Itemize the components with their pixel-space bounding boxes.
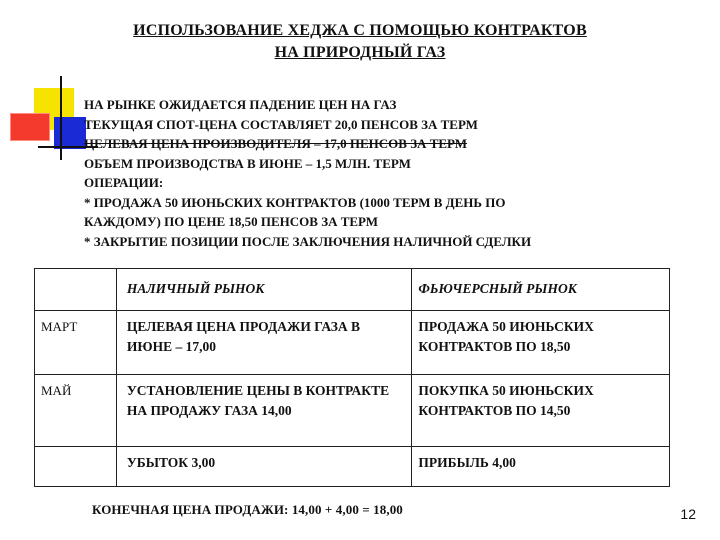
- table-row: [35, 447, 670, 487]
- hedge-table: [34, 268, 670, 487]
- body-line: НА РЫНКЕ ОЖИДАЕТСЯ ПАДЕНИЕ ЦЕН НА ГАЗ: [84, 97, 397, 112]
- cash-cell: УСТАНОВЛЕНИЕ ЦЕНЫ В КОНТРАКТЕ НА ПРОДАЖУ ГАЗА 14,00: [116, 375, 412, 447]
- table-row: [35, 375, 670, 447]
- body-line: ТЕКУЩАЯ СПОТ-ЦЕНА СОСТАВЛЯЕТ 20,0 ПЕНСОВ ЗА ТЕРМ: [84, 116, 478, 132]
- futures-cell: ПОКУПКА 50 ИЮНЬСКИХ КОНТРАКТОВ ПО 14,50: [412, 375, 670, 447]
- cash-cell: УБЫТОК 3,00: [116, 447, 412, 487]
- table-row: [35, 311, 670, 375]
- cash-cell: ЦЕЛЕВАЯ ЦЕНА ПРОДАЖИ ГАЗА В ИЮНЕ – 17,00: [116, 311, 412, 375]
- futures-cell: ПРИБЫЛЬ 4,00: [412, 447, 670, 487]
- table-header-row: [35, 269, 670, 311]
- row-label: МАРТ: [35, 311, 117, 375]
- body-line: * ПРОДАЖА 50 ИЮНЬСКИХ КОНТРАКТОВ (1000 ТЕРМ В ДЕНЬ ПО: [84, 194, 506, 210]
- header-cell-futures-market: ФЬЮЧЕРСНЫЙ РЫНОК: [412, 269, 670, 311]
- header-cell-cash-market: НАЛИЧНЫЙ РЫНОК: [116, 269, 412, 311]
- decorative-red-square: [10, 113, 50, 141]
- body-line: ОБЪЕМ ПРОИЗВОДСТВА В ИЮНЕ – 1,5 МЛН. ТЕРМ: [84, 155, 411, 171]
- slide-title-line-2: НА ПРИРОДНЫЙ ГАЗ: [274, 44, 446, 61]
- header-cell-empty: [35, 269, 117, 311]
- page-number: 12: [680, 506, 696, 522]
- futures-cell: ПРОДАЖА 50 ИЮНЬСКИХ КОНТРАКТОВ ПО 18,50: [412, 311, 670, 375]
- row-label: МАЙ: [35, 375, 117, 447]
- body-line: КАЖДОМУ) ПО ЦЕНЕ 18,50 ПЕНСОВ ЗА ТЕРМ: [84, 214, 379, 229]
- slide-title-line-1: ИСПОЛЬЗОВАНИЕ ХЕДЖА С ПОМОЩЬЮ КОНТРАКТОВ: [133, 22, 587, 39]
- final-sale-price: КОНЕЧНАЯ ЦЕНА ПРОДАЖИ: 14,00 + 4,00 = 18,00: [92, 502, 403, 517]
- conditions-text: [84, 95, 684, 251]
- body-line: * ЗАКРЫТИЕ ПОЗИЦИИ ПОСЛЕ ЗАКЛЮЧЕНИЯ НАЛИЧНОЙ СДЕЛКИ: [84, 233, 532, 249]
- body-line: ОПЕРАЦИИ:: [84, 175, 164, 190]
- body-line: ЦЕЛЕВАЯ ЦЕНА ПРОИЗВОДИТЕЛЯ – 17,0 ПЕНСОВ ЗА ТЕРМ: [84, 136, 467, 151]
- decorative-blue-square: [54, 117, 86, 149]
- slide-title: [40, 20, 680, 64]
- row-label: [35, 447, 117, 487]
